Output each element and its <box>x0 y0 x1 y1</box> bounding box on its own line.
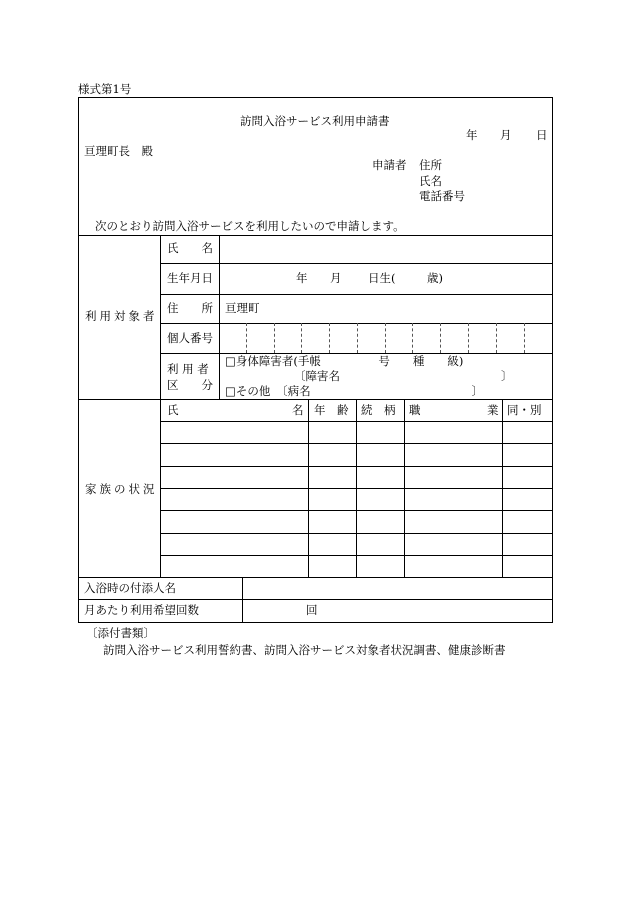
category-line-1: □身体障害者(手帳 号 種 級) <box>225 354 464 368</box>
number-cell-divider <box>385 323 386 353</box>
form-number: 様式第1号 <box>78 82 132 96</box>
number-cell-divider <box>357 323 358 353</box>
birth-day: 日生( <box>368 271 396 285</box>
category-label-2: 区 分 <box>167 378 213 392</box>
subject-name-label: 氏 名 <box>167 241 213 255</box>
birth-month: 月 <box>330 271 342 285</box>
attachments-label: 〔添付書類〕 <box>86 626 155 640</box>
rule-subject-bottom <box>78 399 553 400</box>
form-title: 訪問入浴サービス利用申請書 <box>240 114 390 128</box>
addressee: 亘理町長 殿 <box>84 144 153 158</box>
number-cell-divider <box>412 323 413 353</box>
family-col-divider <box>356 399 357 578</box>
category-line-2: 〔障害名 〕 <box>294 369 513 383</box>
date-year: 年 <box>466 128 478 142</box>
attendant-label: 入浴時の付添人名 <box>84 581 176 595</box>
attendant-row-bottom <box>78 599 553 600</box>
family-header-age: 年 齢 <box>314 403 349 417</box>
monthly-label: 月あたり利用希望回数 <box>84 603 199 617</box>
category-line-3: □その他 〔病名 〕 <box>225 384 484 398</box>
subject-personal-number-label: 個人番号 <box>167 331 213 345</box>
frame-left <box>78 97 79 623</box>
frame-bottom <box>78 622 553 623</box>
subject-address-label: 住 所 <box>167 301 213 315</box>
family-header-name-right: 名 <box>292 403 304 417</box>
family-header-relation: 続 柄 <box>361 403 396 417</box>
rule-subject-label-right <box>160 235 161 578</box>
applicant-label: 申請者 <box>372 158 407 172</box>
family-header-name-left: 氏 <box>167 403 179 417</box>
number-cell-divider <box>440 323 441 353</box>
applicant-phone-label: 電話番号 <box>419 189 465 203</box>
number-cell-divider <box>301 323 302 353</box>
subject-address-value: 亘理町 <box>225 301 260 315</box>
family-col-divider <box>502 399 503 578</box>
family-col-divider <box>308 399 309 578</box>
number-cell-divider <box>329 323 330 353</box>
number-cell-divider <box>468 323 469 353</box>
number-cell-divider <box>524 323 525 353</box>
family-label: 家族の状況 <box>85 482 158 496</box>
attachments-text: 訪問入浴サービス利用誓約書、訪問入浴サービス対象者状況調書、健康診断書 <box>103 643 506 657</box>
category-label-1: 利 用 者 <box>167 362 209 376</box>
subject-label: 利用対象者 <box>85 309 158 323</box>
number-cell-divider <box>246 323 247 353</box>
family-bottom <box>78 577 553 578</box>
family-header-job-right: 業 <box>487 403 499 417</box>
monthly-unit: 回 <box>306 603 318 617</box>
number-cell-divider <box>496 323 497 353</box>
frame-right <box>552 97 553 623</box>
number-cell-divider <box>274 323 275 353</box>
rule-subject-field-left <box>219 235 220 400</box>
intro-text: 次のとおり訪問入浴サービスを利用したいので申請します。 <box>95 219 405 233</box>
subject-birth-label: 生年月日 <box>167 271 213 285</box>
applicant-address-label: 住所 <box>419 158 442 172</box>
bottom-rows-divider <box>242 577 243 622</box>
birth-year: 年 <box>296 271 308 285</box>
date-month: 月 <box>500 128 512 142</box>
frame-top <box>78 97 553 98</box>
date-day: 日 <box>536 128 548 142</box>
family-header-cohabit: 同・別 <box>507 403 542 417</box>
family-header-job-left: 職 <box>409 403 421 417</box>
birth-age: 歳) <box>427 271 443 285</box>
rule-intro-bottom <box>78 235 553 236</box>
applicant-name-label: 氏名 <box>419 174 442 188</box>
family-col-divider <box>404 399 405 578</box>
